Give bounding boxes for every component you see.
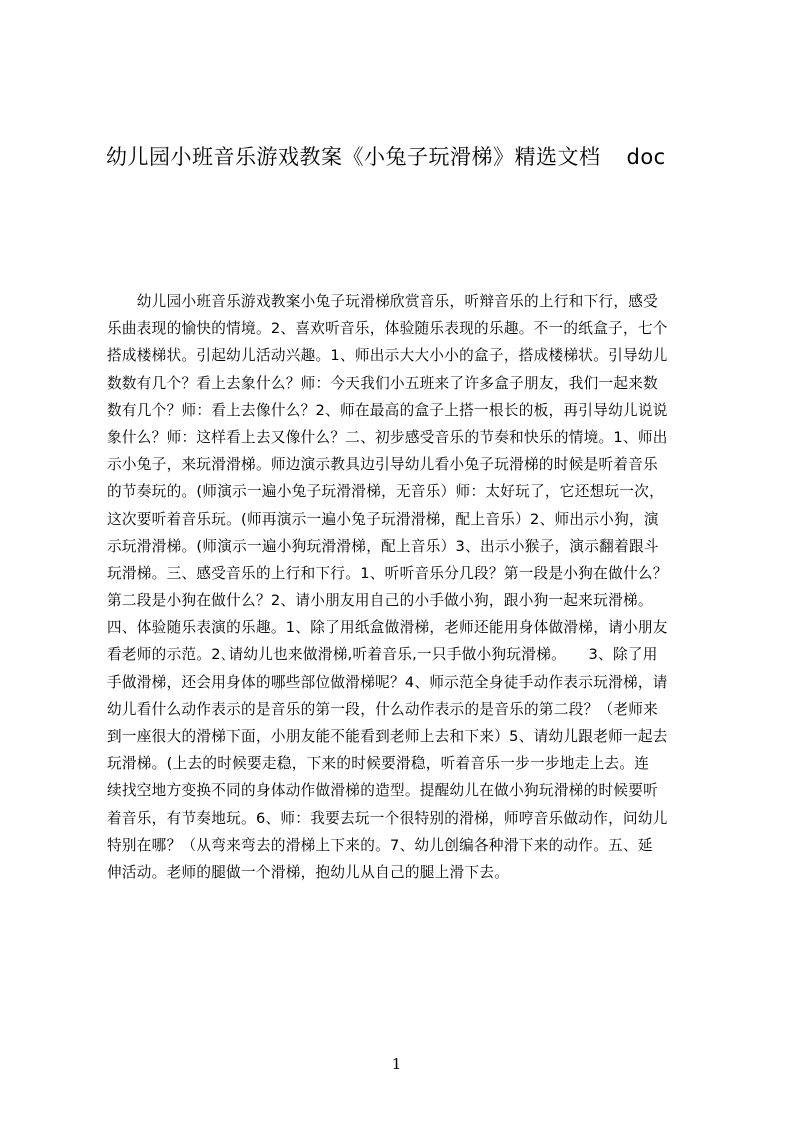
body-line: 手做滑梯，还会用身体的哪些部位做滑梯呢？4、师示范全身徒手动作表示玩滑梯，请 [107,673,668,691]
page-number: 1 [391,1055,402,1073]
body-line: 的节奏玩的。(师演示一遍小兔子玩滑滑梯，无音乐）师：太好玩了，它还想玩一次， [107,483,665,501]
body-line: 特别在哪？（从弯来弯去的滑梯上下来的。7、幼儿创编各种滑下来的动作。五、延 [107,836,653,854]
body-text [107,288,698,886]
body-line: 到一座很大的滑梯下面，小朋友能不能看到老师上去和下来）5、请幼儿跟老师一起去 [107,728,668,745]
body-line: 数数有几个？看上去象什么？师：今天我们小五班来了许多盒子朋友，我们一起来数 [107,374,659,392]
body-line: 伸活动。老师的腿做一个滑梯，抱幼儿从自己的腿上滑下去。 [107,863,510,881]
document-title [106,141,706,173]
body-line: 幼儿园小班音乐游戏教案小兔子玩滑梯欣赏音乐，听辩音乐的上行和下行，感受 [107,293,659,310]
body-line: 示小兔子，来玩滑滑梯。师边演示教具边引导幼儿看小兔子玩滑梯的时候是听着音乐 [107,456,659,474]
body-line: 四、体验随乐表演的乐趣。1、除了用纸盒做滑梯，老师还能用身体做滑梯，请小朋友 [107,619,668,637]
body-line: 搭成楼梯状。引起幼儿活动兴趣。1、师出示大大小小的盒子，搭成楼梯状。引导幼儿 [107,347,668,365]
body-line: 第二段是小狗在做什么？2、请小朋友用自己的小手做小狗，跟小狗一起来玩滑梯。 [107,592,653,610]
body-line: 玩滑梯。(上去的时候要走稳，下来的时候要滑稳，听着音乐一步一步地走上去。连 [107,755,650,773]
body-line: 乐曲表现的愉快的情境。2、喜欢听音乐，体验随乐表现的乐趣。不一的纸盒子，七个 [107,320,668,338]
body-line: 这次要听着音乐玩。(师再演示一遍小兔子玩滑滑梯，配上音乐）2、师出示小狗，演 [107,510,659,528]
body-line: 数有几个？师：看上去像什么？2、师在最高的盒子上搭一根长的板，再引导幼儿说说 [107,401,668,419]
body-line: 幼儿看什么动作表示的是音乐的第一段，什么动作表示的是音乐的第二段？（老师来 [107,700,659,718]
body-line: 示玩滑滑梯。(师演示一遍小狗玩滑滑梯，配上音乐）3、出示小猴子，演示翻着跟斗 [107,537,659,555]
title-suffix: doc [626,145,666,169]
body-line: 着音乐，有节奏地玩。6、师：我要去玩一个很特别的滑梯，师哼音乐做动作，问幼儿 [107,809,668,827]
body-line: 看老师的示范。2､请幼儿也来做滑梯,听着音乐,一只手做小狗玩滑梯。 3、除了用 [107,646,658,664]
body-line: 续找空地方变换不同的身体动作做滑梯的造型。提醒幼儿在做小狗玩滑梯的时候要听 [107,782,659,800]
body-line: 玩滑梯。三、感受音乐的上行和下行。1、听听音乐分几段？第一段是小狗在做什么？ [107,564,668,582]
body-line: 象什么？师：这样看上去又像什么？二、初步感受音乐的节奏和快乐的情境。1、师出 [107,428,668,446]
title-text: 幼儿园小班音乐游戏教案《小兔子玩滑梯》精选文档 [106,145,601,169]
